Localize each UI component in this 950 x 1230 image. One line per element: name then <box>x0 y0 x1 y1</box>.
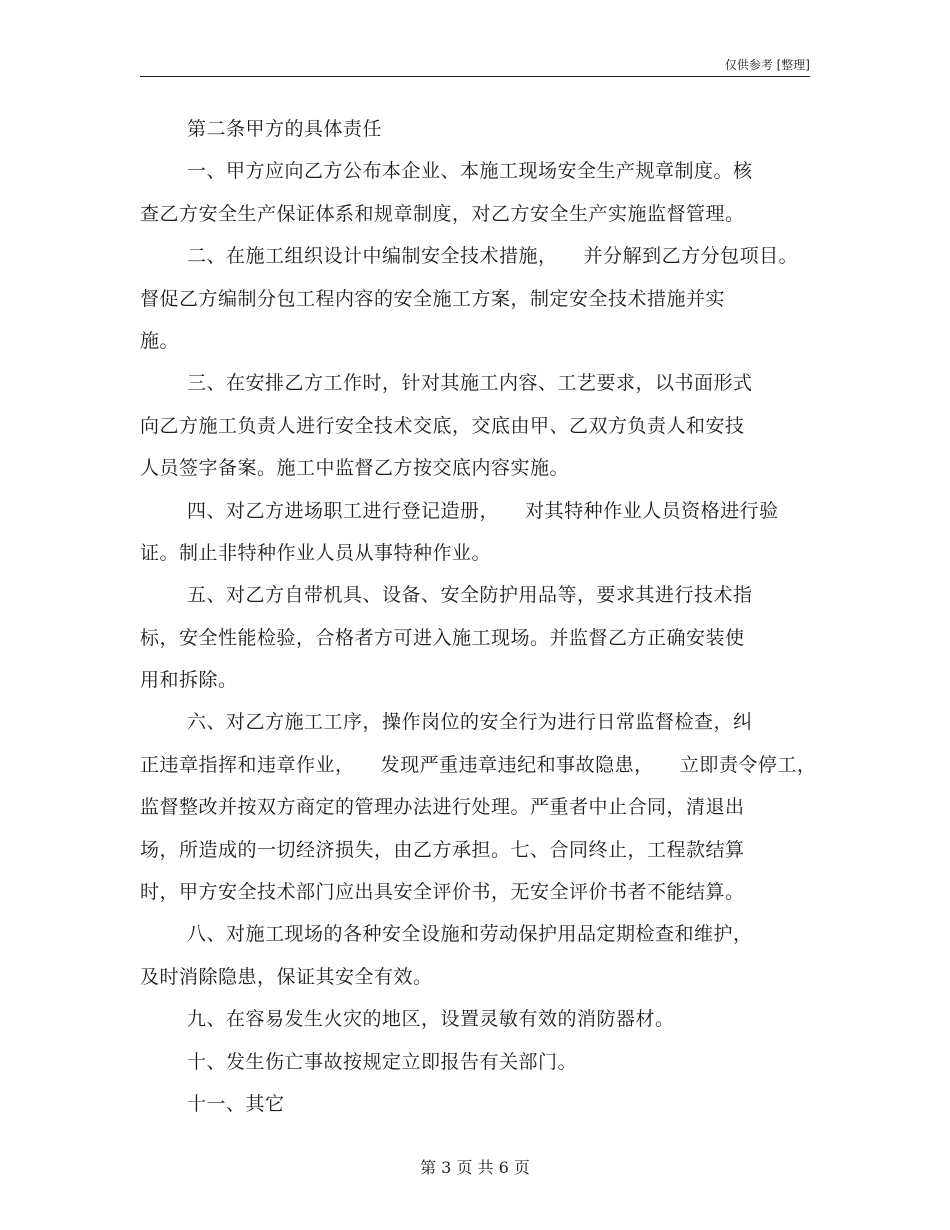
body-text-line: 标，安全性能检验，合格者方可进入施工现场。并监督乙方正确安装使 <box>140 626 745 649</box>
body-text-line: 正违章指挥和违章作业， 发现严重违章违纪和事故隐患， 立即责令停工， <box>140 753 817 776</box>
body-text-line: 六、对乙方施工工序，操作岗位的安全行为进行日常监督检查，纠 <box>187 711 753 734</box>
body-text-line: 十、发生伤亡事故按规定立即报告有关部门。 <box>187 1050 578 1073</box>
body-text-line: 八、对施工现场的各种安全设施和劳动保护用品定期检查和维护， <box>187 923 753 946</box>
body-text-line: 监督整改并按双方商定的管理办法进行处理。严重者中止合同，清退出 <box>140 796 745 819</box>
body-text-line: 场，所造成的一切经济损失，由乙方承担。七、合同终止，工程款结算 <box>140 838 745 861</box>
body-text-line: 向乙方施工负责人进行安全技术交底，交底由甲、乙双方负责人和安技 <box>140 414 745 437</box>
body-text-line: 查乙方安全生产保证体系和规章制度，对乙方安全生产实施监督管理。 <box>140 202 745 225</box>
body-text-line: 二、在施工组织设计中编制安全技术措施， 并分解到乙方分包项目。 <box>187 245 799 268</box>
body-text-line: 证。制止非特种作业人员从事特种作业。 <box>140 541 492 564</box>
body-text-line: 九、在容易发生火灾的地区，设置灵敏有效的消防器材。 <box>187 1008 675 1031</box>
header-label: 仅供参考 [整理] <box>724 58 810 72</box>
body-text-line: 五、对乙方自带机具、设备、安全防护用品等，要求其进行技术指 <box>187 584 753 607</box>
document-body <box>140 108 817 1125</box>
body-text-line: 督促乙方编制分包工程内容的安全施工方案，制定安全技术措施并实 <box>140 287 726 310</box>
body-text-line: 施。 <box>140 329 180 352</box>
body-text-line: 三、在安排乙方工作时，针对其施工内容、工艺要求，以书面形式 <box>187 372 753 395</box>
body-text-line: 第二条甲方的具体责任 <box>187 118 383 140</box>
body-text-line: 用和拆除。 <box>140 669 238 692</box>
page-footer: 第 3 页 共 6 页 <box>420 1158 530 1177</box>
body-text-line: 时，甲方安全技术部门应出具安全评价书，无安全评价书者不能结算。 <box>140 881 745 904</box>
body-text-line: 人员签字备案。施工中监督乙方按交底内容实施。 <box>140 457 570 480</box>
body-text-line: 及时消除隐患，保证其安全有效。 <box>140 965 433 988</box>
body-text-line: 十一、其它 <box>187 1092 285 1115</box>
body-text-line: 一、甲方应向乙方公布本企业、本施工现场安全生产规章制度。核 <box>187 160 753 183</box>
body-text-line: 四、对乙方进场职工进行登记造册， 对其特种作业人员资格进行验 <box>187 499 779 522</box>
page-header <box>140 54 810 77</box>
